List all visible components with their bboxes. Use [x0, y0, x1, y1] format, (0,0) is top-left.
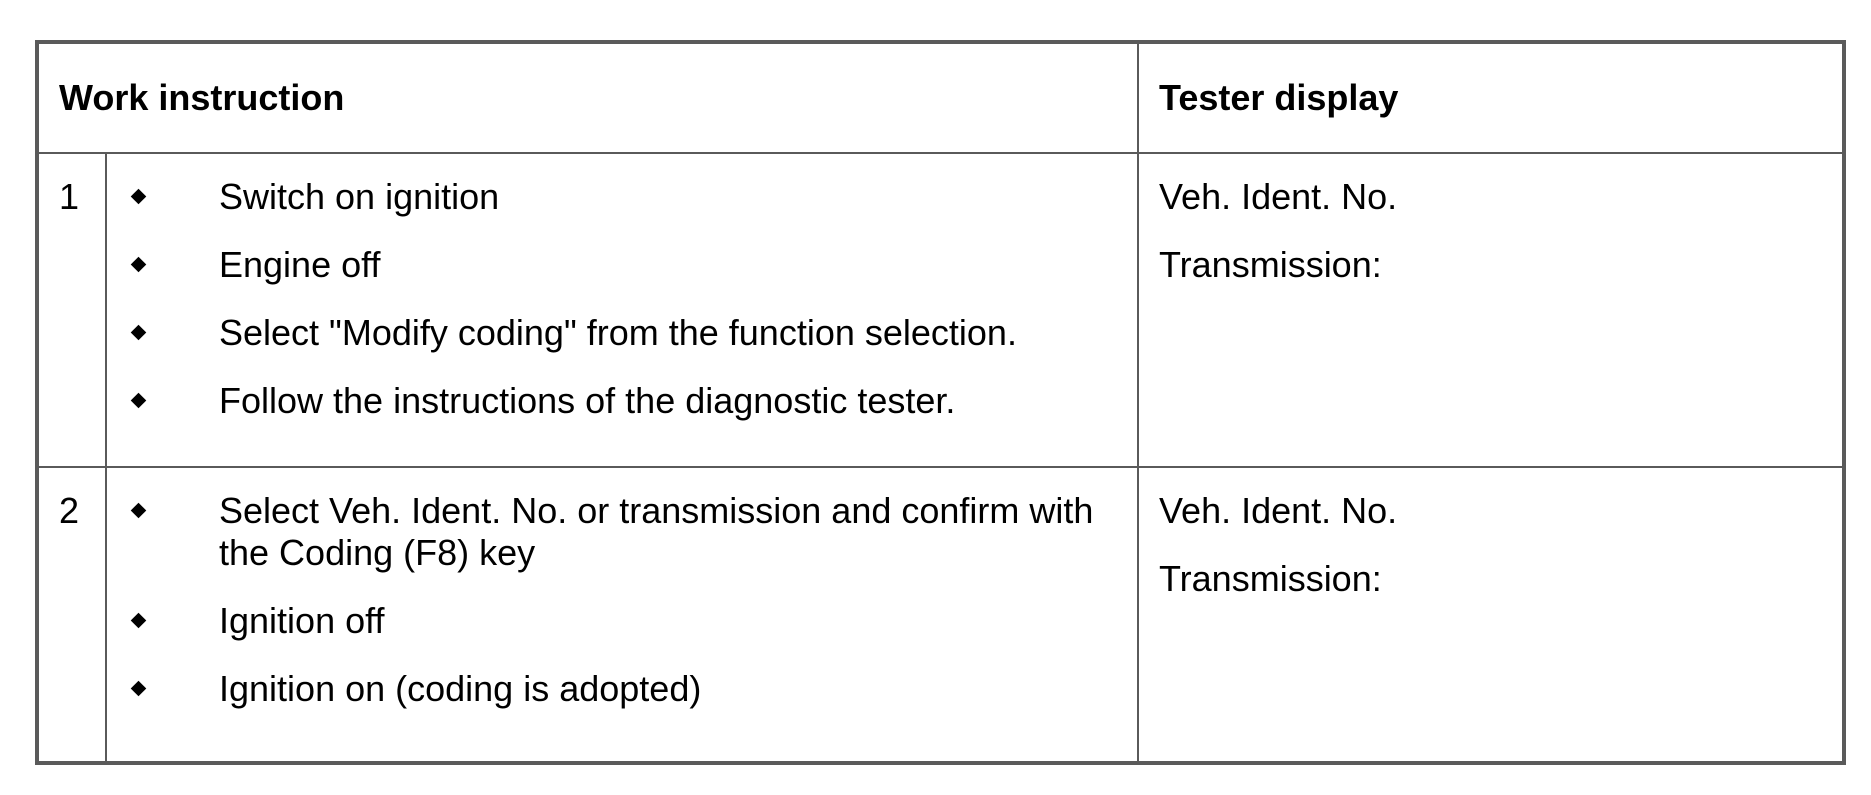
tester-display-header: Tester display	[1138, 42, 1844, 153]
work-instruction-header: Work instruction	[37, 42, 1138, 153]
instruction-text: Ignition off	[219, 600, 385, 641]
instruction-item	[107, 312, 1137, 354]
diamond-bullet-icon	[131, 393, 147, 409]
tester-display-cell	[1138, 153, 1844, 467]
instruction-item	[107, 490, 1137, 574]
diamond-bullet-icon	[131, 325, 147, 341]
instruction-text: Select Veh. Ident. No. or transmission and confirm with the Coding (F8) key	[219, 490, 1094, 573]
instruction-list	[107, 176, 1137, 422]
work-instruction-cell	[106, 467, 1138, 763]
step-number: 1	[37, 153, 106, 467]
table-row	[37, 467, 1844, 763]
instruction-item	[107, 600, 1137, 642]
diamond-bullet-icon	[131, 257, 147, 273]
instruction-item	[107, 380, 1137, 422]
work-instruction-cell	[106, 153, 1138, 467]
table-row	[37, 153, 1844, 467]
display-line: Transmission:	[1159, 244, 1382, 285]
instruction-table	[35, 40, 1846, 765]
display-line: Veh. Ident. No.	[1159, 176, 1398, 217]
instruction-text: Select "Modify coding" from the function selection.	[219, 312, 1017, 353]
instruction-item	[107, 176, 1137, 218]
instruction-text: Ignition on (coding is adopted)	[219, 668, 702, 709]
tester-display-cell	[1138, 467, 1844, 763]
display-list	[1159, 490, 1842, 600]
display-line: Transmission:	[1159, 558, 1382, 599]
diamond-bullet-icon	[131, 189, 147, 205]
diamond-bullet-icon	[131, 503, 147, 519]
instruction-text: Switch on ignition	[219, 176, 500, 217]
instruction-text: Engine off	[219, 244, 381, 285]
diamond-bullet-icon	[131, 613, 147, 629]
step-number: 2	[37, 467, 106, 763]
diamond-bullet-icon	[131, 681, 147, 697]
instruction-text: Follow the instructions of the diagnostic tester.	[219, 380, 956, 421]
instruction-item	[107, 668, 1137, 710]
instruction-list	[107, 490, 1137, 710]
display-line: Veh. Ident. No.	[1159, 490, 1398, 531]
instruction-item	[107, 244, 1137, 286]
table-header-row	[37, 42, 1844, 153]
display-list	[1159, 176, 1842, 286]
